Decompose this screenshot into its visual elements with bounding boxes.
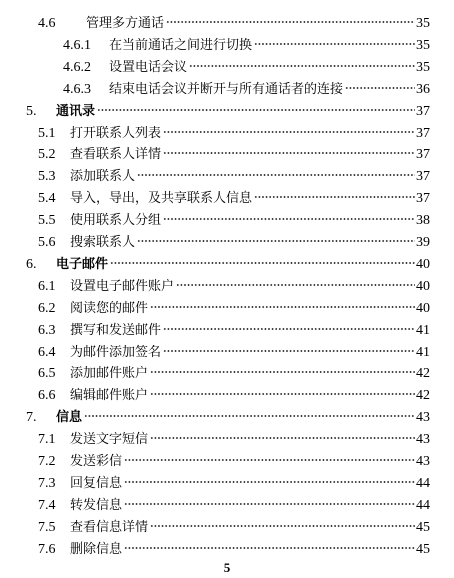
toc-entry-number: 7.6: [38, 541, 56, 557]
toc-entry-title: 导入，导出，及共享联系人信息: [70, 191, 253, 207]
toc-entry-title: 使用联系人分组: [70, 213, 162, 229]
toc-entry-number: 7.4: [38, 497, 56, 513]
toc-chapter-entry[interactable]: [26, 407, 430, 429]
toc-entry-number: 5.2: [38, 147, 56, 163]
toc-entry-page: 40: [416, 300, 430, 316]
toc-entry-title: 转发信息: [70, 497, 123, 513]
toc-entry-title: 撰写和发送邮件: [70, 322, 162, 338]
dot-leader: [163, 327, 415, 331]
toc-entry-number: 6.2: [38, 300, 56, 316]
toc-chapter-entry[interactable]: [26, 101, 430, 123]
toc-entry[interactable]: [38, 320, 430, 342]
toc-entry-title: 查看联系人详情: [70, 147, 162, 163]
toc-entry-number: 5.6: [38, 235, 56, 250]
toc-entry[interactable]: [63, 79, 430, 101]
toc-entry-number: 6.: [26, 256, 37, 272]
toc-entry-page: 35: [416, 16, 430, 31]
toc-entry-page: 38: [416, 213, 430, 229]
page-number: 5: [223, 560, 231, 575]
toc-entry-title: 设置电子邮件账户: [70, 278, 175, 294]
toc-entry-number: 6.6: [38, 388, 56, 404]
dot-leader: [163, 151, 415, 155]
dot-leader: [150, 305, 415, 309]
toc-entry[interactable]: [38, 144, 430, 166]
dot-leader: [163, 130, 415, 134]
toc-entry-title: 电子邮件: [56, 256, 109, 272]
toc-entry-page: 44: [416, 475, 430, 491]
toc-entry-number: 7.3: [38, 475, 56, 491]
toc-chapter-entry[interactable]: [26, 254, 430, 276]
toc-entry[interactable]: [38, 363, 430, 385]
toc-entry[interactable]: [38, 232, 430, 254]
toc-entry-page: 43: [416, 432, 430, 448]
toc-entry-title: 删除信息: [70, 541, 123, 557]
toc-entry-title: 信息: [56, 410, 83, 426]
toc-entry[interactable]: [38, 495, 430, 517]
dot-leader: [137, 173, 415, 177]
toc-entry-page: 36: [416, 81, 430, 97]
toc-entry-title: 查看信息详情: [70, 519, 149, 535]
dot-leader: [110, 261, 415, 265]
toc-entry-page: 41: [416, 344, 430, 360]
toc-entry-number: 5.5: [38, 213, 56, 229]
dot-leader: [150, 392, 415, 396]
toc-entry-page: 37: [416, 125, 430, 141]
dot-leader: [124, 546, 415, 550]
dot-leader: [124, 502, 415, 506]
toc-entry-number: 5.1: [38, 125, 56, 141]
dot-leader: [254, 195, 415, 199]
toc-entry-number: 6.3: [38, 322, 56, 338]
dot-leader: [97, 108, 415, 112]
toc-entry-page: 43: [416, 410, 430, 426]
toc-entry-page: 45: [416, 519, 430, 535]
toc-entry-page: 44: [416, 497, 430, 513]
toc-entry-title: 设置电话会议: [109, 59, 188, 75]
toc-entry-page: 35: [416, 59, 430, 75]
toc-entry-title: 打开联系人列表: [70, 125, 162, 141]
toc-entry-number: 6.5: [38, 366, 56, 382]
toc-entry-number: 5.3: [38, 169, 56, 185]
toc-entry-number: 5.: [26, 103, 37, 119]
toc-entry-number: 7.5: [38, 519, 56, 535]
toc-entry-title: 添加邮件账户: [70, 366, 149, 382]
toc-entry[interactable]: [38, 276, 430, 298]
toc-entry-title: 发送彩信: [70, 454, 123, 469]
toc-entry-number: 4.6.3: [63, 81, 91, 97]
toc-entry[interactable]: [63, 57, 430, 79]
toc-entry-number: 4.6: [38, 16, 56, 31]
toc-entry-page: 37: [416, 191, 430, 207]
toc-entry-number: 5.4: [38, 191, 56, 207]
toc-entry[interactable]: [38, 166, 430, 188]
dot-leader: [189, 64, 415, 68]
toc-entry-page: 37: [416, 147, 430, 163]
dot-leader: [150, 436, 415, 440]
toc-entry[interactable]: [38, 13, 430, 35]
dot-leader: [84, 414, 415, 418]
toc-entry-title: 为邮件添加签名: [70, 344, 162, 360]
toc-entry[interactable]: [38, 473, 430, 495]
toc-entry[interactable]: [38, 188, 430, 210]
dot-leader: [124, 458, 415, 462]
toc-entry-page: 42: [416, 366, 430, 382]
dot-leader: [163, 217, 415, 221]
toc-entry-title: 阅读您的邮件: [70, 300, 149, 316]
dot-leader: [150, 524, 415, 528]
toc-entry[interactable]: [38, 539, 430, 561]
toc-entry-page: 40: [416, 256, 430, 272]
toc-entry-page: 45: [416, 541, 430, 557]
toc-entry[interactable]: [38, 451, 430, 473]
dot-leader: [166, 20, 415, 24]
toc-entry-number: 7.2: [38, 454, 56, 469]
toc-entry-number: 6.1: [38, 278, 56, 294]
dot-leader: [137, 239, 415, 243]
toc-entry-title: 发送文字短信: [70, 432, 149, 448]
toc-entry-page: 42: [416, 388, 430, 404]
dot-leader: [176, 283, 415, 287]
dot-leader: [254, 42, 415, 46]
toc-entry-title: 管理多方通话: [86, 16, 165, 31]
toc-entry-title: 结束电话会议并断开与所有通话者的连接: [109, 81, 344, 97]
toc-entry[interactable]: [63, 35, 430, 57]
toc-entry-page: 37: [416, 169, 430, 185]
dot-leader: [345, 86, 415, 90]
toc-entry-page: 37: [416, 103, 430, 119]
toc-entry-page: 39: [416, 235, 430, 250]
toc-entry-page: 35: [416, 37, 430, 53]
toc-entry[interactable]: [38, 342, 430, 364]
toc-entry[interactable]: [38, 298, 430, 320]
toc-entry[interactable]: [38, 123, 430, 145]
toc-entry-title: 通讯录: [56, 103, 96, 119]
toc-entry-number: 4.6.1: [63, 37, 91, 53]
toc-entry[interactable]: [38, 210, 430, 232]
toc-entry-page: 43: [416, 454, 430, 469]
toc-entry[interactable]: [38, 429, 430, 451]
dot-leader: [163, 349, 415, 353]
toc-entry[interactable]: [38, 385, 430, 407]
toc-entry-number: 4.6.2: [63, 59, 91, 75]
toc-entry-number: 6.4: [38, 344, 56, 360]
toc-entry-title: 编辑邮件账户: [70, 388, 149, 404]
toc-entry-title: 在当前通话之间进行切换: [109, 37, 253, 53]
dot-leader: [150, 370, 415, 374]
toc-entry-number: 7.1: [38, 432, 56, 448]
dot-leader: [124, 480, 415, 484]
toc-entry-title: 搜索联系人: [70, 235, 136, 250]
toc-entry-number: 7.: [26, 410, 37, 426]
toc-entry-page: 41: [416, 322, 430, 338]
toc-entry-page: 40: [416, 278, 430, 294]
toc-entry[interactable]: [38, 517, 430, 539]
toc-entry-title: 添加联系人: [70, 169, 136, 185]
toc-entry-title: 回复信息: [70, 475, 123, 491]
